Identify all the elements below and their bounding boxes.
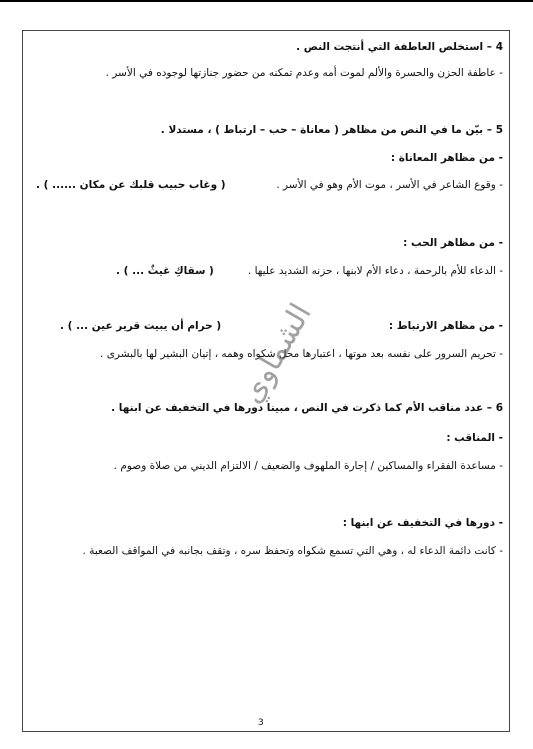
watermark: الشماوي bbox=[234, 297, 319, 410]
role-text: - كانت دائمة الدعاء له ، وهي التي تسمع شكواه وتحفظ سره ، وتقف بجانبه في المواقف الصعبة . bbox=[82, 545, 503, 557]
love-quote: ( سقاكِ غيثٌ ... ) . bbox=[116, 265, 214, 277]
virtues-text: - مساعدة الفقراء والمساكين / إجارة الملهوف والضعيف / الالتزام الديني من صلاة وصوم . bbox=[113, 460, 503, 472]
q5-title: 5 – بيّن ما في النص من مظاهر ( معاناة – حب – ارتباط ) ، مستدلا . bbox=[160, 124, 503, 136]
top-rule bbox=[0, 0, 533, 2]
q6-title: 6 – عدد مناقب الأم كما ذكرت في النص ، مبينا دورها في التخفيف عن ابنها . bbox=[111, 402, 503, 414]
attachment-text: - تحريم السرور على نفسه بعد موتها ، اعتبارها محل شكواه وهمه ، إتيان البشير لها بالبشرى . bbox=[100, 348, 503, 360]
attachment-quote: ( حرام أن يبيت قرير عين ... ) . bbox=[60, 320, 222, 332]
virtues-heading: - المناقب : bbox=[446, 432, 503, 444]
q4-answer: - عاطفة الحزن والحسرة والألم لموت أمه وعدم تمكنه من حضور جنازتها لوجوده في الأسر . bbox=[105, 67, 503, 79]
role-heading: - دورها في التخفيف عن ابنها : bbox=[342, 517, 503, 529]
attachment-heading: - من مظاهر الارتباط : bbox=[388, 320, 503, 332]
love-heading: - من مظاهر الحب : bbox=[403, 237, 503, 249]
page-number: 3 bbox=[258, 718, 264, 728]
love-text: - الدعاء للأم بالرحمة ، دعاء الأم لابنها ، حزنه الشديد عليها . bbox=[247, 265, 503, 277]
suffering-heading: - من مظاهر المعاناة : bbox=[390, 152, 503, 164]
suffering-quote: ( وغاب حبيب قلبك عن مكان ...... ) . bbox=[36, 179, 226, 191]
suffering-text: - وقوع الشاعر في الأسر ، موت الأم وهو في الأسر . bbox=[276, 179, 503, 191]
q4-title: 4 – استخلص العاطفة التي أنتجت النص . bbox=[296, 41, 503, 53]
